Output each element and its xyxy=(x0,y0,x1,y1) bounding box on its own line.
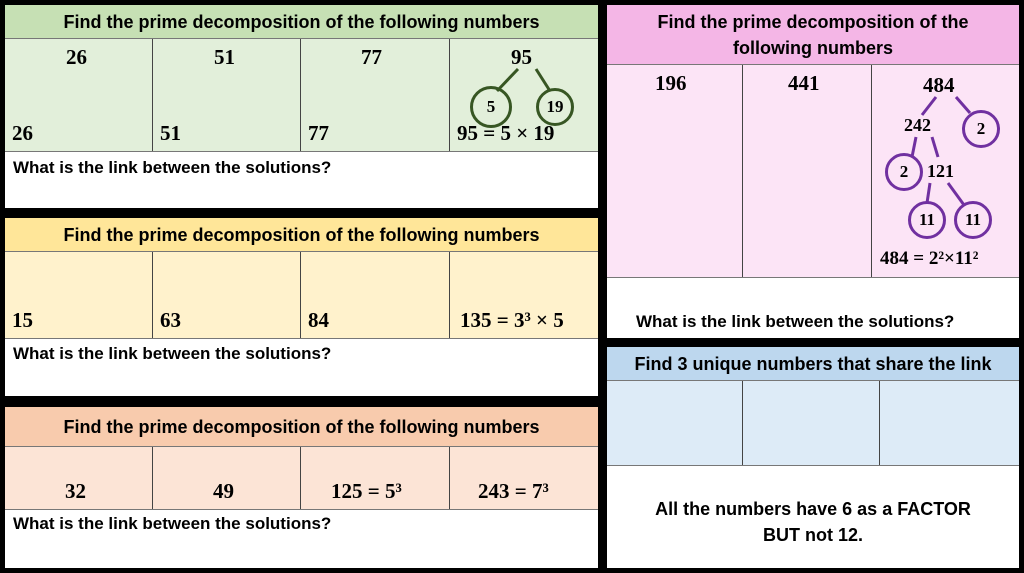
answer-text: 125 = 5³ xyxy=(331,479,402,503)
answer-text: 135 = 3³ × 5 xyxy=(460,308,564,332)
answer-box[interactable] xyxy=(880,381,1019,465)
number-cell[interactable] xyxy=(301,252,450,338)
answer-text: 95 = 5 × 19 xyxy=(457,121,555,145)
number-cell[interactable] xyxy=(450,39,598,151)
factor-circle: 2 xyxy=(962,110,1000,148)
panel-header: Find 3 unique numbers that share the link xyxy=(607,347,1019,381)
question-text: What is the link between the solutions? xyxy=(13,158,332,177)
answer-text: 484 = 2²×11² xyxy=(880,248,979,269)
panel-header-line: Find the prime decomposition of the xyxy=(657,12,969,32)
number-cell[interactable] xyxy=(301,447,450,509)
factor-circle: 11 xyxy=(954,201,992,239)
number-label: 196 xyxy=(655,71,687,95)
number-cell[interactable] xyxy=(5,447,153,509)
answer-text: 26 xyxy=(12,121,33,145)
answer-note xyxy=(607,496,1019,548)
tree-node: 242 xyxy=(904,115,931,135)
question-text: What is the link between the solutions? xyxy=(13,344,332,363)
answer-text: 49 xyxy=(213,479,234,503)
panel-prime-decomposition-yellow xyxy=(5,218,598,396)
panel-find-unique-numbers xyxy=(607,347,1019,568)
factor-circle: 2 xyxy=(885,153,923,191)
number-row xyxy=(5,252,598,339)
number-cell[interactable] xyxy=(450,447,598,509)
answer-text: 15 xyxy=(12,308,33,332)
panel-prime-decomposition-peach xyxy=(5,407,598,568)
panel-header-line: following numbers xyxy=(733,38,893,58)
answer-row xyxy=(607,381,1019,466)
factor-circle: 11 xyxy=(908,201,946,239)
panel-header: Find the prime decomposition of the following numbers xyxy=(5,407,598,447)
number-cell[interactable] xyxy=(743,65,872,277)
number-label: 95 xyxy=(511,45,532,69)
question-text: What is the link between the solutions? xyxy=(636,312,955,331)
number-row xyxy=(607,65,1019,278)
number-row xyxy=(5,39,598,152)
answer-line: BUT not 12. xyxy=(762,525,863,545)
question-text: What is the link between the solutions? xyxy=(13,514,332,533)
panel-header: Find the prime decomposition of the following numbers xyxy=(5,5,598,39)
panel-prime-decomposition-green xyxy=(5,5,598,208)
answer-box[interactable] xyxy=(607,381,743,465)
number-cell[interactable] xyxy=(872,65,1019,277)
panel-header: Find the prime decomposition of the following numbers xyxy=(5,218,598,252)
answer-text: 84 xyxy=(308,308,329,332)
number-cell[interactable] xyxy=(450,252,598,338)
number-cell[interactable] xyxy=(607,65,743,277)
tree-node: 121 xyxy=(927,161,954,181)
panel-header xyxy=(607,5,1019,65)
answer-line: All the numbers have 6 as a FACTOR xyxy=(655,499,971,519)
answer-text: 77 xyxy=(308,121,329,145)
number-label: 441 xyxy=(788,71,820,95)
number-cell[interactable] xyxy=(153,447,301,509)
number-label: 484 xyxy=(923,73,955,97)
number-label: 26 xyxy=(66,45,87,69)
answer-text: 243 = 7³ xyxy=(478,479,549,503)
panel-prime-decomposition-pink xyxy=(607,5,1019,338)
number-label: 77 xyxy=(361,45,382,69)
number-cell[interactable] xyxy=(301,39,450,151)
number-label: 51 xyxy=(214,45,235,69)
answer-box[interactable] xyxy=(743,381,880,465)
answer-text: 63 xyxy=(160,308,181,332)
answer-text: 51 xyxy=(160,121,181,145)
number-row xyxy=(5,447,598,510)
number-cell[interactable] xyxy=(153,39,301,151)
factor-circle: 19 xyxy=(536,88,574,126)
number-cell[interactable] xyxy=(5,252,153,338)
factor-circle: 5 xyxy=(470,86,512,128)
number-cell[interactable] xyxy=(153,252,301,338)
answer-text: 32 xyxy=(65,479,86,503)
number-cell[interactable] xyxy=(5,39,153,151)
